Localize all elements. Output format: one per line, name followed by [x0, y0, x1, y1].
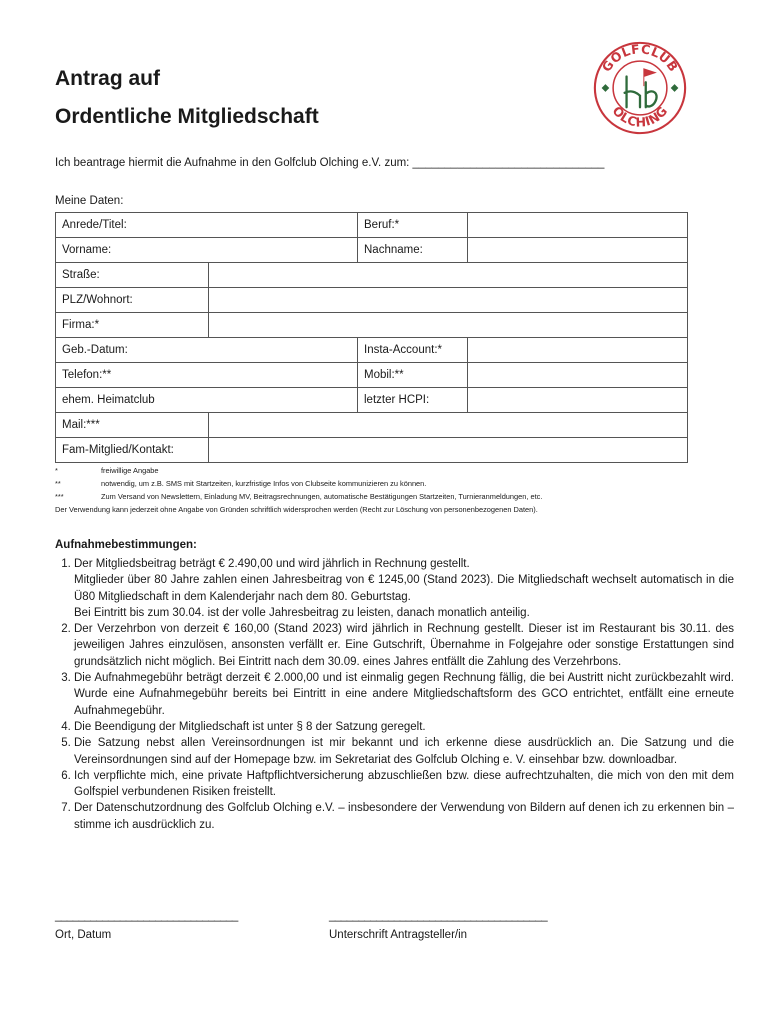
insta-label: Insta-Account:*: [358, 338, 468, 363]
list-item: [74, 670, 734, 719]
rules-list: [55, 556, 734, 833]
vorname-label: Vorname:: [56, 238, 358, 263]
ort-datum-label: Ort, Datum: [55, 929, 112, 941]
list-item: [74, 735, 734, 768]
footnote-footer: Der Verwendung kann jederzeit ohne Angabe von Gründen schriftlich widersprochen werden (Recht zur Löschung von personenbezogenen Daten).: [55, 505, 538, 514]
footnote-text: Zum Versand von Newslettern, Einladung MV, Beitragsrechnungen, automatische Bestätigungen Startzeiten, Turnieranmeldungen, etc.: [101, 492, 543, 501]
table-row: [56, 213, 688, 238]
geb-datum-label: Geb.-Datum:: [56, 338, 358, 363]
table-row: [56, 363, 688, 388]
nachname-field[interactable]: [468, 238, 688, 263]
rule-7-text: 7. Der Datenschutzordnung des Golfclub Olching e.V. – insbesondere der Verwendung von Bildern auf denen ich zu erkennen bin – stimme ich ausdrücklich zu.: [74, 802, 734, 831]
rule-1-line: Mitglieder über 80 Jahre zahlen einen Jahresbeitrag von € 1245,00 (Stand 2023). Die Mitgliedschaft wechselt automatisch in die Ü80 Mitgliedschaft in dem Kalenderjahr nach dem 80. Geburtstag.: [74, 574, 734, 603]
table-row: [56, 338, 688, 363]
list-item: [74, 768, 734, 801]
beruf-field[interactable]: [468, 213, 688, 238]
plz-label: PLZ/Wohnort:: [56, 288, 209, 313]
list-item: [74, 719, 734, 735]
table-row: [56, 413, 688, 438]
rule-4-text: 4. Die Beendigung der Mitgliedschaft ist unter § 8 der Satzung geregelt.: [74, 720, 426, 733]
footnote-text: notwendig, um z.B. SMS mit Startzeiten, kurzfristige Infos von Clubseite kommunizieren zu können.: [101, 479, 427, 488]
page-title-line2: Ordentliche Mitgliedschaft: [55, 105, 319, 128]
mail-field[interactable]: [209, 413, 688, 438]
footnote-symbol: **: [55, 479, 61, 488]
strasse-field[interactable]: [209, 263, 688, 288]
table-row: [56, 438, 688, 463]
logo-text-bottom: OLCHING: [609, 103, 671, 130]
rule-1-line: Bei Eintritt bis zum 30.04. ist der volle Jahresbeitrag zu leisten, danach monatlich anteilig.: [74, 606, 530, 619]
golfclub-olching-logo-icon: [592, 40, 688, 136]
footnotes: [55, 464, 715, 516]
footnote-text: freiwillige Angabe: [101, 466, 159, 475]
heimatclub-label: ehem. Heimatclub: [56, 388, 358, 413]
table-row: [56, 263, 688, 288]
table-row: [56, 313, 688, 338]
rule-3-text: 3. Die Aufnahmegebühr beträgt derzeit € 2.000,00 und ist einmalig gegen Rechnung fällig, die bei Austritt nicht zurückbezahlt wird. Wurde eine Aufnahmegebühr bereits bei Eintritt in eine andere Mitgliedschaftsform des GCO entrichtet, entfällt eine erneute Aufnahmegebühr.: [74, 672, 734, 717]
rule-6-text: 6. Ich verpflichte mich, eine private Haftpflichtversicherung abzuschließen bzw. diese aufrechtzuhalten, die mich von den mit dem Golfspiel verbundenen Risiken freistellt.: [74, 769, 734, 799]
mobil-field[interactable]: [468, 363, 688, 388]
telefon-label: Telefon:**: [56, 363, 358, 388]
list-item: [74, 800, 734, 833]
firma-field[interactable]: [209, 313, 688, 338]
firma-label: Firma:*: [56, 313, 209, 338]
rules-title: Aufnahmebestimmungen:: [55, 539, 197, 551]
list-item: [74, 556, 734, 621]
list-item: [74, 621, 734, 670]
strasse-label: Straße:: [56, 263, 209, 288]
fam-field[interactable]: [209, 438, 688, 463]
svg-text:GOLFCLUB: [599, 41, 682, 74]
nachname-label: Nachname:: [358, 238, 468, 263]
rule-1-line: 1. Der Mitgliedsbeitrag beträgt € 2.490,00 und wird jährlich in Rechnung gestellt.: [74, 558, 470, 570]
ort-datum-line[interactable]: _______________________________: [55, 910, 238, 922]
footnote-item: [55, 464, 715, 477]
insta-field[interactable]: [468, 338, 688, 363]
beruf-label: Beruf:*: [358, 213, 468, 238]
rule-5-text: 5. Die Satzung nebst allen Vereinsordnungen ist mir bekannt und ich erkenne diese ausdrücklich an. Die Satzung und die Vereinsordnungen sind auf der Homepage bzw. im Sekretariat des Golfclub Olching e. V. einsehbar bzw. downloadbar.: [74, 737, 734, 766]
hcpi-label: letzter HCPI:: [358, 388, 468, 413]
fam-label: Fam-Mitglied/Kontakt:: [56, 438, 209, 463]
table-row: [56, 288, 688, 313]
mobil-label: Mobil:**: [358, 363, 468, 388]
footnote-item: [55, 490, 715, 503]
footnote-symbol: ***: [55, 492, 64, 501]
table-row: [56, 238, 688, 263]
signature-label: Unterschrift Antragsteller/in: [329, 929, 468, 941]
signature-line[interactable]: _____________________________________: [329, 910, 548, 922]
anrede-label: Anrede/Titel:: [56, 213, 358, 238]
footnote-symbol: *: [55, 466, 58, 475]
personal-data-table: [55, 212, 688, 463]
intro-text: Ich beantrage hiermit die Aufnahme in den Golfclub Olching e.V. zum: ______________________________: [55, 157, 605, 169]
mail-label: Mail:***: [56, 413, 209, 438]
rule-2-text: 2. Der Verzehrbon von derzeit € 160,00 (Stand 2023) wird jährlich in Rechnung gestellt. Dieser ist im Restaurant bis 30.11. des jeweiligen Jahres einzulösen, ansonsten verfällt er. Eine Gutschrift, Übernahme in Folgejahre oder sonstige Erstattungen sind grundsätzlich nicht möglich. Bei Eintritt nach dem 30.09. eines Jahres entfällt die Zahlung des Verzehrbons.: [74, 623, 734, 668]
table-row: [56, 388, 688, 413]
footnote-item: [55, 477, 715, 490]
plz-field[interactable]: [209, 288, 688, 313]
logo-text-top: GOLFCLUB: [598, 41, 682, 75]
meine-daten-label: Meine Daten:: [55, 195, 124, 207]
page-title-line1: Antrag auf: [55, 67, 160, 90]
hcpi-field[interactable]: [468, 388, 688, 413]
